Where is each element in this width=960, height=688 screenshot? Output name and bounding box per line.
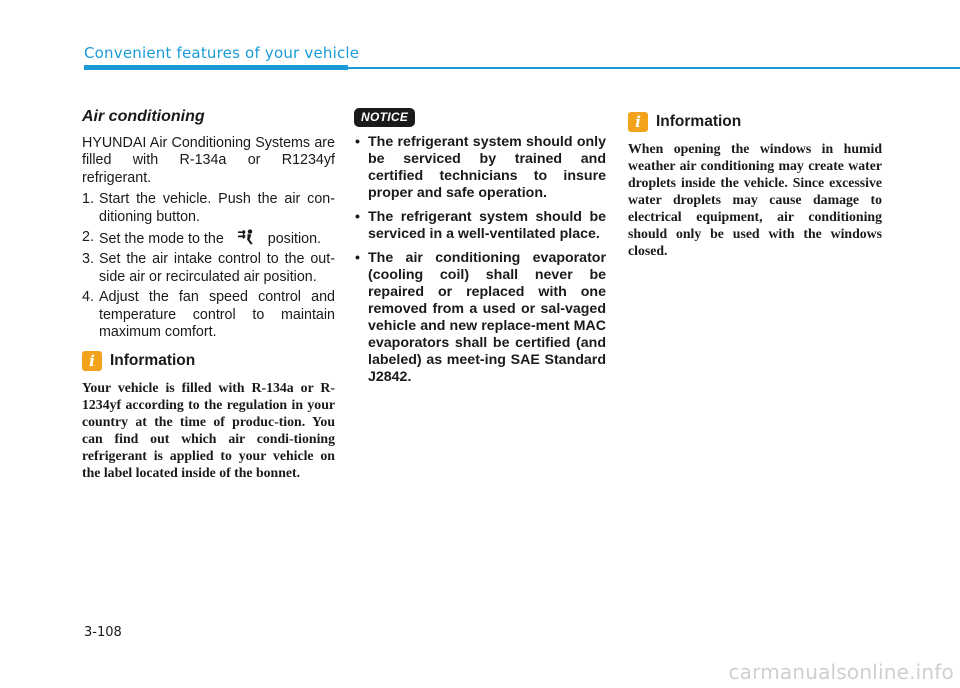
notice-badge: NOTICE bbox=[354, 108, 415, 127]
header-rule bbox=[348, 67, 960, 69]
notice-item bbox=[354, 209, 606, 243]
step-text-before: Set the mode to the bbox=[99, 231, 224, 248]
header-title: Convenient features of your vehicle bbox=[84, 44, 360, 62]
bullet-icon: • bbox=[355, 209, 360, 225]
step-item bbox=[82, 251, 335, 286]
notice-text: The refrigerant system should be serviced in a well-ventilated place. bbox=[368, 209, 606, 242]
face-level-airflow-icon bbox=[228, 229, 264, 245]
notice-item bbox=[354, 250, 606, 386]
step-number: 1. bbox=[82, 191, 94, 208]
info-title: Information bbox=[656, 113, 742, 130]
header-rule-accent bbox=[84, 65, 348, 70]
steps-list bbox=[82, 191, 335, 341]
step-item bbox=[82, 289, 335, 341]
notice-text: The refrigerant system should only be serviced by trained and certified technicians to insure proper and safe operation. bbox=[368, 134, 606, 201]
bullet-icon: • bbox=[355, 134, 360, 150]
info-heading bbox=[82, 351, 335, 371]
page-number: 3-108 bbox=[84, 625, 122, 640]
notice-item bbox=[354, 134, 606, 202]
notice-text: The air conditioning evaporator (cooling coil) shall never be repaired or replaced with one removed from a used or sal-vaged vehicle and new replace-ment MAC evaporators shall be certified (and labeled) as meet-ing SAE Standard J2842. bbox=[368, 250, 606, 385]
step-number: 2. bbox=[82, 229, 94, 246]
info-title: Information bbox=[110, 352, 196, 370]
information-icon: i bbox=[82, 351, 102, 371]
info-text: Your vehicle is filled with R-134a or R-1234yf according to the regulation in your country at the time of produc-tion. You can find out which air condi-tioning refrigerant is applied to your vehicle on the label located inside of the bonnet. bbox=[82, 380, 335, 481]
step-number: 3. bbox=[82, 251, 94, 268]
bullet-icon: • bbox=[355, 250, 360, 266]
step-item bbox=[82, 229, 335, 248]
step-text: Start the vehicle. Push the air con-ditioning button. bbox=[99, 191, 335, 225]
information-icon: i bbox=[628, 112, 648, 132]
column-information bbox=[628, 108, 882, 259]
section-title: Air conditioning bbox=[82, 108, 205, 125]
intro-paragraph: HYUNDAI Air Conditioning Systems are filled with R-134a or R1234yf refrigerant. bbox=[82, 135, 335, 186]
column-notice bbox=[354, 108, 606, 393]
step-item bbox=[82, 191, 335, 226]
step-text: Set the air intake control to the out-side air or recirculated air position. bbox=[99, 251, 335, 285]
step-text-after: position. bbox=[267, 231, 322, 248]
watermark: carmanualsonline.info bbox=[728, 660, 954, 684]
step-text: Adjust the fan speed control and temperature control to maintain maximum comfort. bbox=[99, 289, 335, 341]
info-heading bbox=[628, 112, 882, 132]
info-text: When opening the windows in humid weather air conditioning may create water droplets inside the vehicle. Since excessive water droplets may cause damage to electrical equipment, air conditioning should only be used with the windows closed. bbox=[628, 141, 882, 258]
column-air-conditioning bbox=[82, 108, 335, 481]
notice-list bbox=[354, 134, 606, 386]
step-number: 4. bbox=[82, 289, 94, 306]
